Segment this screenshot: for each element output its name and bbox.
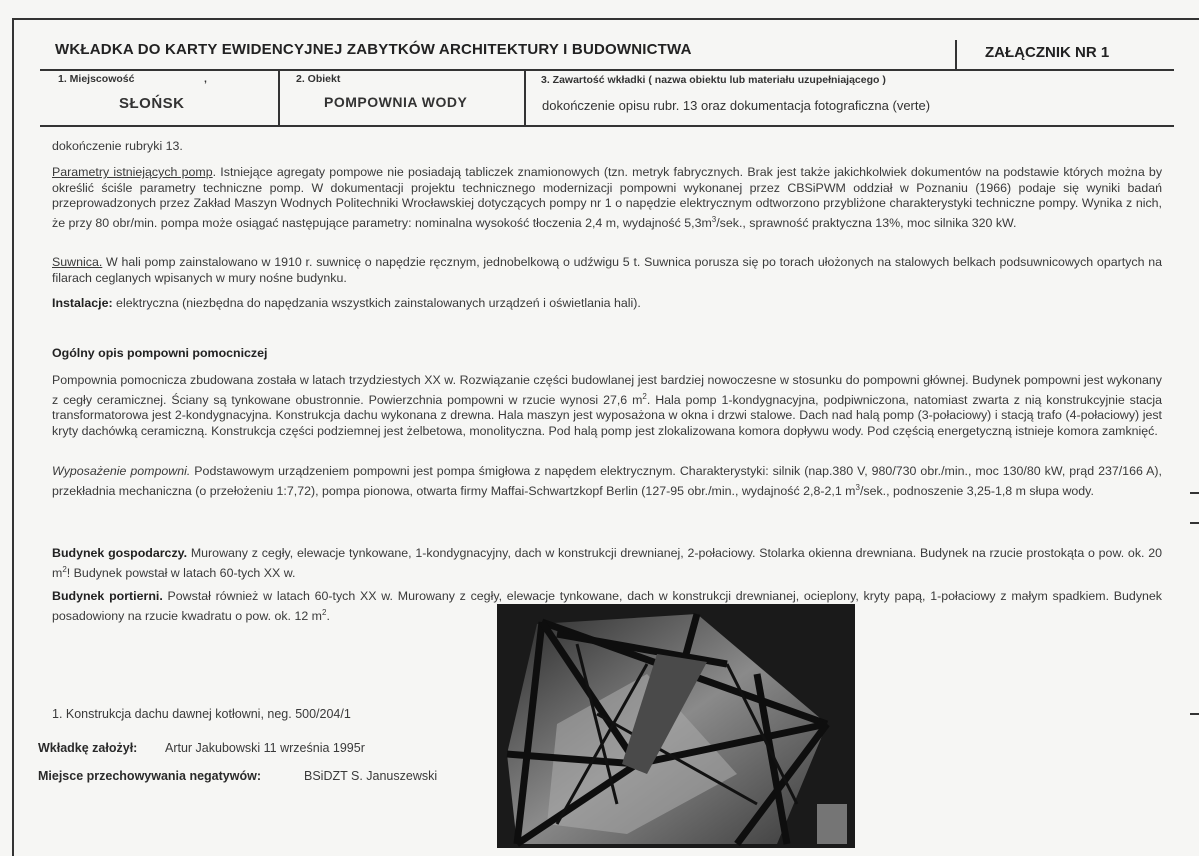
table-divider-2: [524, 69, 526, 126]
crane-paragraph: Suwnica. W hali pomp zainstalowano w 1910 r. suwnicę o napędzie ręcznym, jednobelkową o udźwigu 5 t. Suwnica porusza się po torach ułożonych na stalowych belkach podsuwnicowych opartych na filarach ceglanych wpisanych w mury nośne budynku.: [52, 255, 1162, 285]
attachment-number: ZAŁĄCZNIK NR 1: [985, 44, 1110, 61]
header-divider: [955, 40, 957, 70]
place-value: SŁOŃSK: [119, 95, 185, 112]
farm-paragraph: Budynek gospodarczy. Murowany z cegły, elewacje tynkowane, 1-kondygnacyjny, dach w konstrukcji drewnianej, 2-połaciowy. Stolarka okienna drewniana. Budynek na rzucie prostokąta o pow. ok. 20 $m^2$! Budynek powstał w latach 60-tych XX w.: [52, 546, 1163, 580]
contents-label: 3. Zawartość wkładki ( nazwa obiektu lub materiału uzupełniającego ): [541, 74, 886, 86]
storage-value: BSiDZT S. Januszewski: [304, 769, 438, 783]
equip-paragraph: Wyposażenie pompowni. Podstawowym urządzeniem pompowni jest pompa śmigłowa z napędem elektrycznym. Charakterystyki: silnik (nap.380 V, 980/730 obr./min., moc 130/80 kW, prąd 237/166 A), przekładnia mechaniczna (o przełożeniu 1:7,72), pompa pionowa, otwarta firmy Maffai-Schwartzkopf Berlin (127-95 obr./min., wydajność 2,8-2,1 $m^3$/sek., podnoszenie 3,25-1,8 m słupa wody.: [52, 464, 1162, 498]
equip-title: Wyposażenie pompowni.: [52, 464, 191, 478]
place-mark: ,: [204, 73, 207, 85]
storage-label: Miejsce przechowywania negatywów:: [38, 769, 261, 783]
porter-title: Budynek portierni.: [52, 589, 163, 603]
porter-paragraph: Budynek portierni. Powstał również w latach 60-tych XX w. Murowany z cegły, elewacje tynkowane, dach w konstrukcji drewnianej, ocieplony, kryty papą, 1-połaciowy z małym spadkiem. Budynek posadowiony na rzucie kwadratu o pow. ok. 12 $m^2$.: [52, 589, 1162, 623]
contents-value: dokończenie opisu rubr. 13 oraz dokumentacja fotograficzna (verte): [542, 98, 931, 113]
object-value: POMPOWNIA WODY: [324, 94, 468, 110]
author-value: Artur Jakubowski 11 września 1995r: [165, 741, 365, 755]
table-bottom-line: [40, 125, 1174, 127]
edge-tick: [1190, 713, 1199, 715]
install-paragraph: Instalacje: elektryczna (niezbędna do napędzania wszystkich zainstalowanych urządzeń i oświetlania hali).: [52, 296, 641, 310]
photo-caption: 1. Konstrukcja dachu dawnej kotłowni, neg. 500/204/1: [52, 707, 351, 721]
aux-paragraph: Pompownia pomocnicza zbudowana została w latach trzydziestych XX w. Rozwiązanie części budowlanej jest bardziej nowoczesne w stosunku do pompowni głównej. Budynek pompowni jest wykonany z cegły ceramicznej. Ściany są tynkowane obustronnie. Powierzchnia pompowni w rzucie wynosi 27,6 $m^2$. Hala pomp 1-kondygnacyjna, podpiwniczona, natomiast zwarta z nią konstrukcyjnie stacja transformatorowa jest 2-kondygnacyjna. Konstrukcja dachu wykonana z drewna. Hala maszyn jest wyposażona w okna i drzwi stalowe. Dach nad halą pomp (3-połaciowy) i stacją trafo (4-połaciowy) jest kryty dachówką ceramiczną. Konstrukcja części podziemnej jest żelbetowa, monolityczna. Pod halą pomp jest zlokalizowana komora dopływu wody. Pod częścią energetyczną istnieje komora zamknięć.: [52, 373, 1163, 438]
install-title: Instalacje:: [52, 296, 113, 310]
edge-tick: [1190, 522, 1199, 524]
object-label: 2. Obiekt: [296, 73, 341, 85]
edge-tick: [1190, 492, 1199, 494]
place-label: 1. Miejscowość: [58, 73, 135, 85]
author-label: Wkładkę założył:: [38, 741, 138, 755]
farm-title: Budynek gospodarczy.: [52, 546, 188, 560]
truss-drawing: [497, 604, 855, 848]
params-title: Parametry istniejących pomp: [52, 165, 213, 179]
table-top-line: [40, 69, 1174, 71]
crane-title: Suwnica.: [52, 255, 103, 269]
params-paragraph: Parametry istniejących pomp. Istniejące agregaty pompowe nie posiadają tabliczek znamionowych (tzn. metryk fabrycznych. Brak jest także jakichkolwiek dokumentów na podstawie których można by określić ściśle parametry techniczne pomp. W dokumentacji projektu technicznego modernizacji pompowni wykonanej przez CBSiPWM oddział w Poznaniu (1966) podaje się wyniki badań przeprowadzonych przez Zakład Maszyn Wodnych Politechniki Wrocławskiej dotyczących pompy nr 1 o napędzie elektrycznym odtworzono przybliżone charakterystyki techniczne pompy. Wynika z nich, że przy 80 obr/min. pompa może osiągać następujące parametry: nominalna wysokość tłoczenia 2,4 m, wydajność $5,3m^3$/sek., sprawność praktyczna 13%, moc silnika 320 kW.: [52, 165, 1163, 230]
table-divider-1: [278, 69, 280, 126]
continuation-heading: dokończenie rubryki 13.: [52, 139, 183, 153]
roof-truss-photo: [497, 604, 855, 848]
card-title: WKŁADKA DO KARTY EWIDENCYJNEJ ZABYTKÓW ARCHITEKTURY I BUDOWNICTWA: [55, 41, 692, 58]
aux-heading: Ogólny opis pompowni pomocniczej: [52, 346, 268, 360]
